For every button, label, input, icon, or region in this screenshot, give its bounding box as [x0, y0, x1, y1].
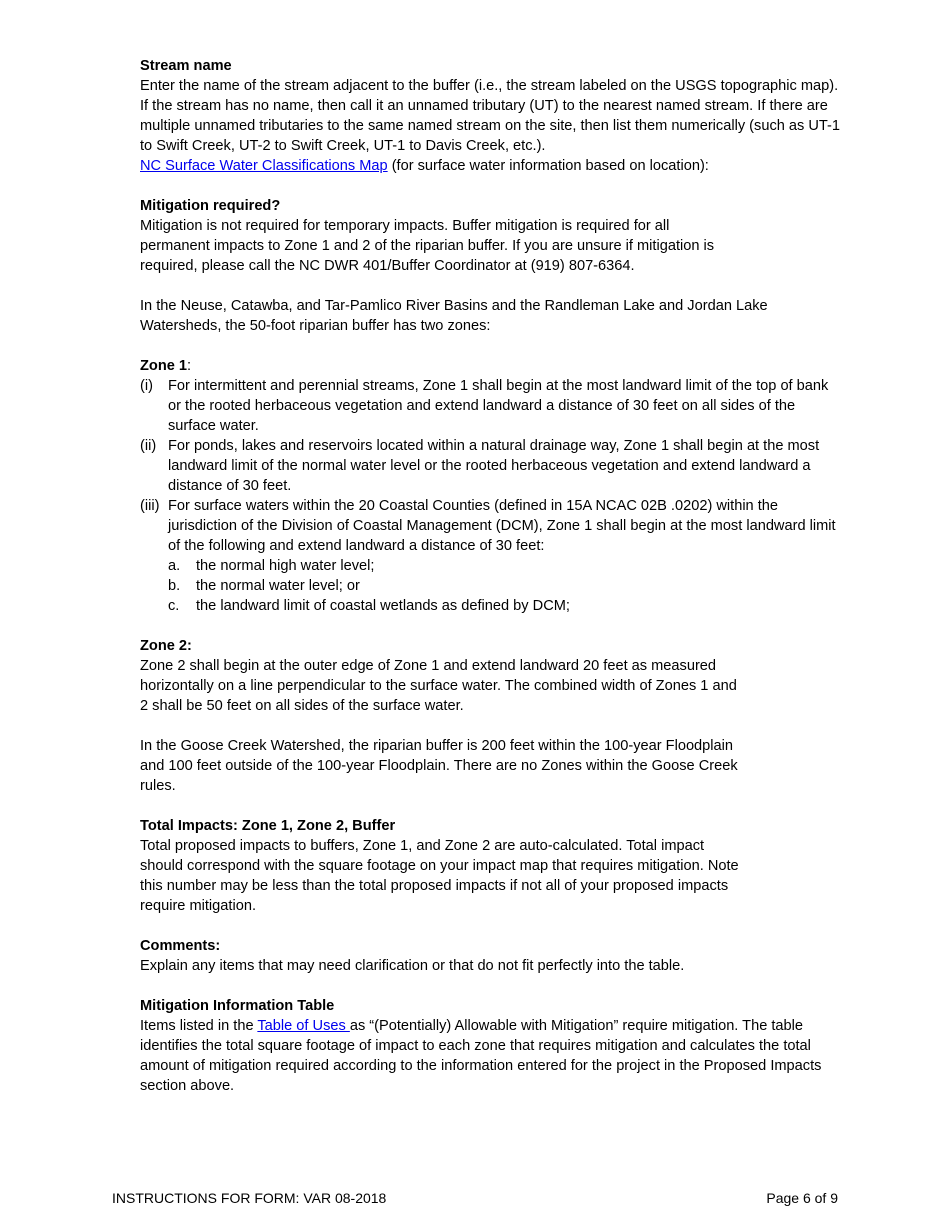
mitigation-table-suffix: as “(Potentially) Allowable with Mitigation” require mitigation. The table identifies the total square footage of impact to each zone that requires mitigation and calculates the total amount of mitigation required according to the information entered for the project in the Proposed Impacts section above.	[140, 1018, 822, 1094]
zone1-item	[140, 376, 844, 436]
nc-surface-water-map-link[interactable]: NC Surface Water Classifications Map	[140, 158, 388, 174]
mitigation-required-body: Mitigation is not required for temporary impacts. Buffer mitigation is required for all permanent impacts to Zone 1 and 2 of the riparian buffer. If you are unsure if mitigation is required, please call the NC DWR 401/Buffer Coordinator at (919) 807-6364.	[140, 218, 715, 274]
total-impacts-heading: Total Impacts: Zone 1, Zone 2, Buffer	[140, 818, 396, 834]
total-impacts-body: Total proposed impacts to buffers, Zone 1, and Zone 2 are auto-calculated. Total impact should correspond with the square footage on your impact map that requires mitigation. Note this number may be less than the total proposed impacts if not all of your proposed impacts require mitigation.	[140, 838, 739, 914]
comments-heading: Comments:	[140, 938, 221, 954]
zone1-subitem-letter: c.	[168, 598, 180, 614]
mitigation-table-body	[140, 1016, 844, 1096]
zone1-heading-line	[140, 356, 844, 376]
zone1-item	[140, 436, 844, 496]
zone1-subitem	[168, 596, 844, 616]
zone2-body: Zone 2 shall begin at the outer edge of Zone 1 and extend landward 20 feet as measured horizontally on a line perpendicular to the surface water. The combined width of Zones 1 and 2 shall be 50 feet on all sides of the surface water.	[140, 658, 737, 714]
zone1-subitem	[168, 556, 844, 576]
zone2-heading: Zone 2:	[140, 638, 192, 654]
zone1-subitem-text: the landward limit of coastal wetlands as defined by DCM;	[196, 598, 570, 614]
zone1-subitem-letter: b.	[168, 578, 181, 594]
document-page	[140, 56, 844, 1096]
zone1-item-number: (ii)	[140, 438, 157, 454]
comments-body: Explain any items that may need clarification or that do not fit perfectly into the table.	[140, 958, 685, 974]
zone1-item-text: For ponds, lakes and reservoirs located within a natural drainage way, Zone 1 shall begin at the most landward limit of the normal water level or the rooted herbaceous vegetation and extend landward a distance of 30 feet.	[168, 438, 820, 494]
mitigation-table-heading: Mitigation Information Table	[140, 998, 335, 1014]
table-of-uses-link[interactable]: Table of Uses	[257, 1018, 350, 1034]
zone1-subitem-text: the normal water level; or	[196, 578, 360, 594]
map-link-suffix: (for surface water information based on location):	[387, 158, 709, 174]
mitigation-required-heading: Mitigation required?	[140, 198, 281, 214]
basins-paragraph: In the Neuse, Catawba, and Tar-Pamlico River Basins and the Randleman Lake and Jordan Lake Watersheds, the 50-foot riparian buffer has two zones:	[140, 298, 768, 334]
zone1-subitem	[168, 576, 844, 596]
zone1-item	[140, 496, 844, 556]
zone1-item-text: For intermittent and perennial streams, Zone 1 shall begin at the most landward limit of the top of bank or the rooted herbaceous vegetation and extend landward a distance of 30 feet on all sides of the surface water.	[168, 378, 829, 434]
zone1-subitem-letter: a.	[168, 558, 181, 574]
zone1-subitem-text: the normal high water level;	[196, 558, 375, 574]
footer-form-id: INSTRUCTIONS FOR FORM: VAR 08-2018	[112, 1190, 387, 1206]
map-link-line	[140, 156, 844, 176]
goose-creek-paragraph: In the Goose Creek Watershed, the riparian buffer is 200 feet within the 100-year Floodplain and 100 feet outside of the 100-year Floodplain. There are no Zones within the Goose Creek rules.	[140, 738, 738, 794]
footer-page-number: Page 6 of 9	[766, 1190, 838, 1206]
zone1-item-number: (iii)	[140, 498, 160, 514]
stream-name-heading: Stream name	[140, 58, 232, 74]
zone1-item-number: (i)	[140, 378, 153, 394]
stream-name-body: Enter the name of the stream adjacent to the buffer (i.e., the stream labeled on the USGS topographic map). If the stream has no name, then call it an unnamed tributary (UT) to the nearest named stream. If there are multiple unnamed tributaries to the same named stream on the site, then list them numerically (such as UT-1 to Swift Creek, UT-2 to Swift Creek, UT-1 to Davis Creek, etc.).	[140, 78, 841, 154]
zone1-item-text: For surface waters within the 20 Coastal Counties (defined in 15A NCAC 02B .0202) within the jurisdiction of the Division of Coastal Management (DCM), Zone 1 shall begin at the most landward limit of the following and extend landward a distance of 30 feet:	[168, 498, 836, 554]
zone1-heading: Zone 1	[140, 358, 188, 374]
mitigation-table-prefix: Items listed in the	[140, 1018, 258, 1034]
zone1-colon: :	[187, 358, 192, 374]
